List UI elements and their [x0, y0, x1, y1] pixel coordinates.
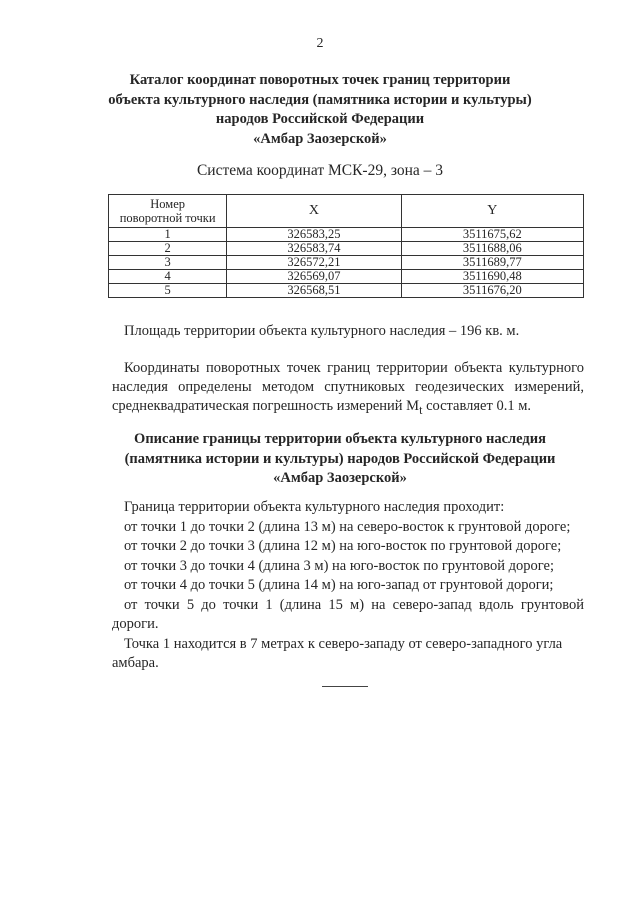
- header-point-line: поворотной точки: [119, 211, 216, 225]
- header-point-line: Номер: [150, 197, 185, 211]
- catalog-title-line: объекта культурного наследия (памятника истории и культуры): [108, 91, 532, 108]
- boundary-heading-line: «Амбар Заозерской»: [273, 470, 407, 486]
- boundary-segment-continuation: дороги.: [112, 616, 159, 632]
- header-y: Y: [401, 195, 583, 228]
- cell-x: 326583,74: [227, 242, 401, 256]
- boundary-heading-line: Описание границы территории объекта культурного наследия: [134, 431, 546, 447]
- cell-y: 3511690,48: [401, 270, 583, 284]
- catalog-title-line: народов Российской Федерации: [215, 111, 425, 127]
- boundary-segment: от точки 2 до точки 3 (длина 12 м) на юго-восток по грунтовой дороге;: [124, 538, 562, 554]
- cell-y: 3511675,62: [401, 228, 583, 242]
- table-row: [109, 270, 584, 284]
- cell-point-number: 5: [109, 284, 227, 298]
- page-number: 2: [316, 36, 324, 51]
- end-divider: [322, 686, 368, 687]
- cell-x: 326569,07: [227, 270, 401, 284]
- cell-y: 3511676,20: [401, 284, 583, 298]
- boundary-segment: от точки 1 до точки 2 (длина 13 м) на северо-восток к грунтовой дороге;: [124, 518, 571, 535]
- coordinate-system: Система координат МСК-29, зона – 3: [196, 162, 444, 179]
- cell-x: 326583,25: [227, 228, 401, 242]
- table-header-row: [109, 195, 584, 228]
- method-text: Координаты поворотных точек границ территории объекта культурного наследия определены методом спутниковых геодезических измерений, среднеквадратическая погрешность измерений M: [112, 360, 584, 414]
- boundary-heading-line: (памятника истории и культуры) народов Российской Федерации: [124, 450, 556, 467]
- cell-point-number: 1: [109, 228, 227, 242]
- boundary-intro: Граница территории объекта культурного наследия проходит:: [124, 499, 505, 515]
- header-point-number: [109, 195, 227, 228]
- table-row: [109, 256, 584, 270]
- cell-point-number: 4: [109, 270, 227, 284]
- catalog-title: [80, 71, 560, 149]
- method-text-end: составляет 0.1 м.: [422, 398, 532, 414]
- cell-point-number: 2: [109, 242, 227, 256]
- boundary-heading: [100, 430, 580, 489]
- cell-x: 326568,51: [227, 284, 401, 298]
- header-x: X: [227, 195, 401, 228]
- point-note-continuation: амбара.: [112, 655, 159, 671]
- method-subscript: t: [419, 402, 423, 417]
- method-statement: [112, 359, 584, 420]
- boundary-segment: от точки 5 до точки 1 (длина 15 м) на северо-запад вдоль грунтовой: [124, 596, 584, 613]
- catalog-title-line: «Амбар Заозерской»: [253, 130, 387, 147]
- cell-point-number: 3: [109, 256, 227, 270]
- cell-y: 3511689,77: [401, 256, 583, 270]
- table-row: [109, 284, 584, 298]
- catalog-title-line: Каталог координат поворотных точек границ территории: [129, 72, 511, 88]
- boundary-segment: от точки 3 до точки 4 (длина 3 м) на юго-восток по грунтовой дороге;: [124, 557, 554, 574]
- cell-y: 3511688,06: [401, 242, 583, 256]
- table-row: [109, 228, 584, 242]
- boundary-segment: от точки 4 до точки 5 (длина 14 м) на юго-запад от грунтовой дороги;: [124, 577, 554, 593]
- boundary-description: [112, 498, 584, 674]
- cell-x: 326572,21: [227, 256, 401, 270]
- coordinates-table: [108, 194, 584, 298]
- point-note: Точка 1 находится в 7 метрах к северо-западу от северо-западного угла: [124, 635, 563, 652]
- table-row: [109, 242, 584, 256]
- area-statement: Площадь территории объекта культурного наследия – 196 кв. м.: [124, 323, 520, 339]
